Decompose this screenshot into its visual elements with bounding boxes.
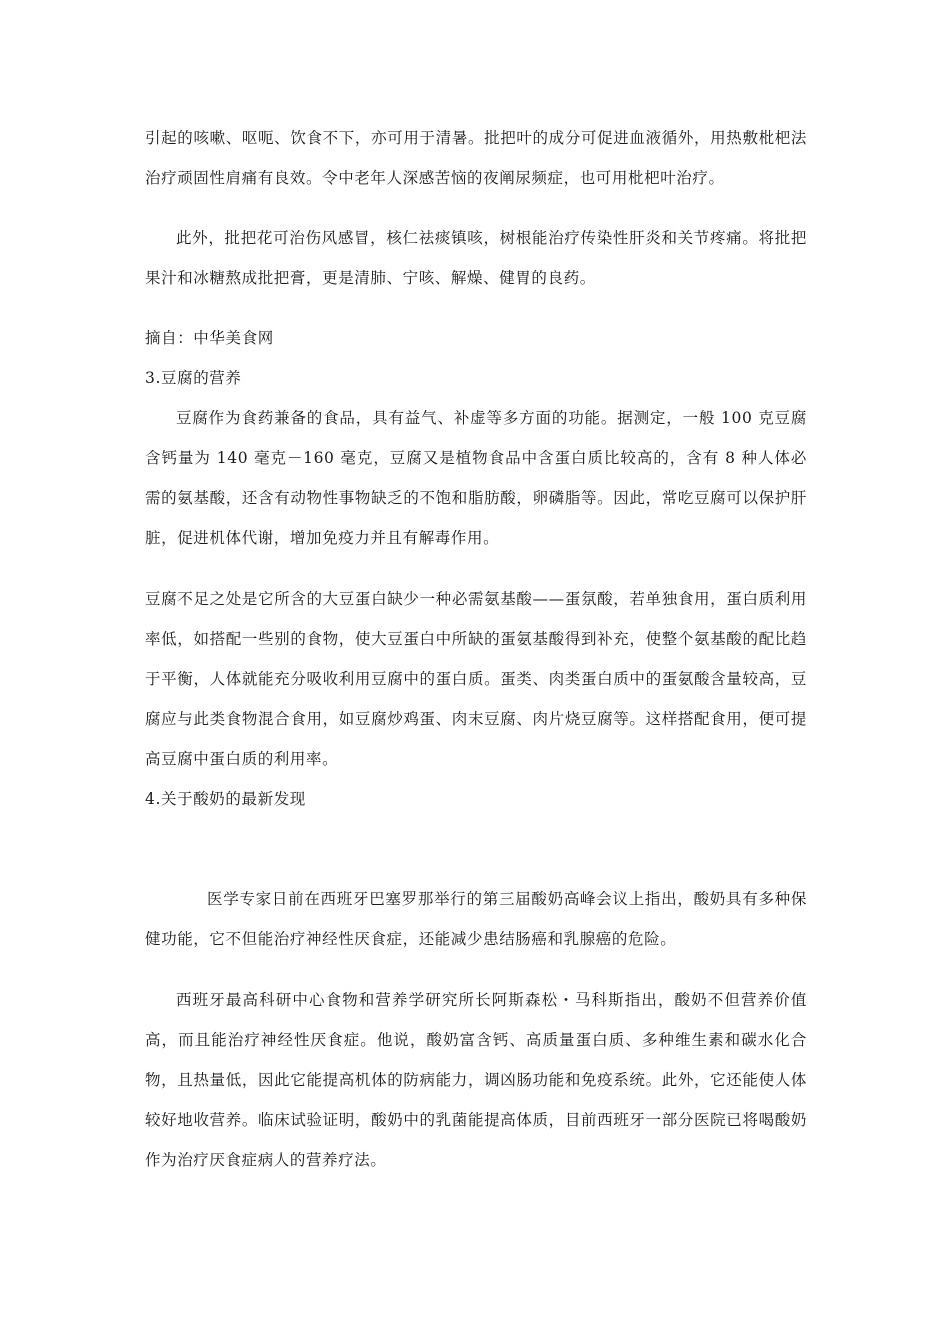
- paragraph-loquat-flower: 此外，批把花可治伤风感冒，核仁祛痰镇咳，树根能治疗传染性肝炎和关节疼痛。将批把果汁和冰糖熬成批把膏，更是清肺、宁咳、解燥、健胃的良药。: [145, 229, 807, 287]
- paragraph-yogurt-summit: 医学专家日前在西班牙巴塞罗那举行的第三届酸奶高峰会议上指出，酸奶具有多种保健功能，它不但能治疗神经性厌食症，还能减少患结肠癌和乳腺癌的危险。: [145, 890, 807, 948]
- paragraph-tofu-nutrition: 豆腐作为食药兼备的食品，具有益气、补虚等多方面的功能。据测定，一般 100 克豆腐含钙量为 140 毫克－160 毫克，豆腐又是植物食品中含蛋白质比较高的，含有 8 种人体必需的氨基酸，还含有动物性事物缺乏的不饱和脂肪酸，卵磷脂等。因此，常吃豆腐可以保护肝脏，促进机体代谢，增加免疫力并且有解毒作用。: [145, 409, 807, 547]
- paragraph-loquat-effects: 引起的咳嗽、呕呃、饮食不下，亦可用于清暑。批把叶的成分可促进血液循外，用热敷枇杷法治疗顽固性肩痛有良效。令中老年人深感苦恼的夜阐尿频症，也可用枇杷叶治疗。: [145, 129, 807, 187]
- paragraph-tofu-shortcoming: 豆腐不足之处是它所含的大豆蛋白缺少一种必需氨基酸——蛋氛酸，若单独食用，蛋白质利用率低，如搭配一些别的食物，使大豆蛋白中所缺的蛋氨基酸得到补充，使整个氨基酸的配比趋于平衡，人体就能充分吸收利用豆腐中的蛋白质。蛋类、肉类蛋白质中的蛋氨酸含量较高，豆腐应与此类食物混合食用，如豆腐炒鸡蛋、肉末豆腐、肉片烧豆腐等。这样搭配食用，便可提高豆腐中蛋白质的利用率。: [145, 590, 807, 768]
- section-heading-yogurt: 4.关于酸奶的最新发现: [145, 790, 306, 808]
- paragraph-yogurt-research: 西班牙最高科研中心食物和营养学研究所长阿斯森松・马科斯指出，酸奶不但营养价值高，而且能治疗神经性厌食症。他说，酸奶富含钙、高质量蛋白质、多种维生素和碳水化合物，且热量低，因此它能提高机体的防病能力，调凶肠功能和免疫系统。此外，它还能使人体较好地收营养。临床试验证明，酸奶中的乳菌能提高体质，目前西班牙一部分医院已将喝酸奶作为治疗厌食症病人的营养疗法。: [145, 991, 807, 1169]
- document-page: [145, 118, 807, 1180]
- source-note: 摘自：中华美食网: [145, 329, 274, 347]
- section-heading-tofu: 3.豆腐的营养: [145, 369, 242, 387]
